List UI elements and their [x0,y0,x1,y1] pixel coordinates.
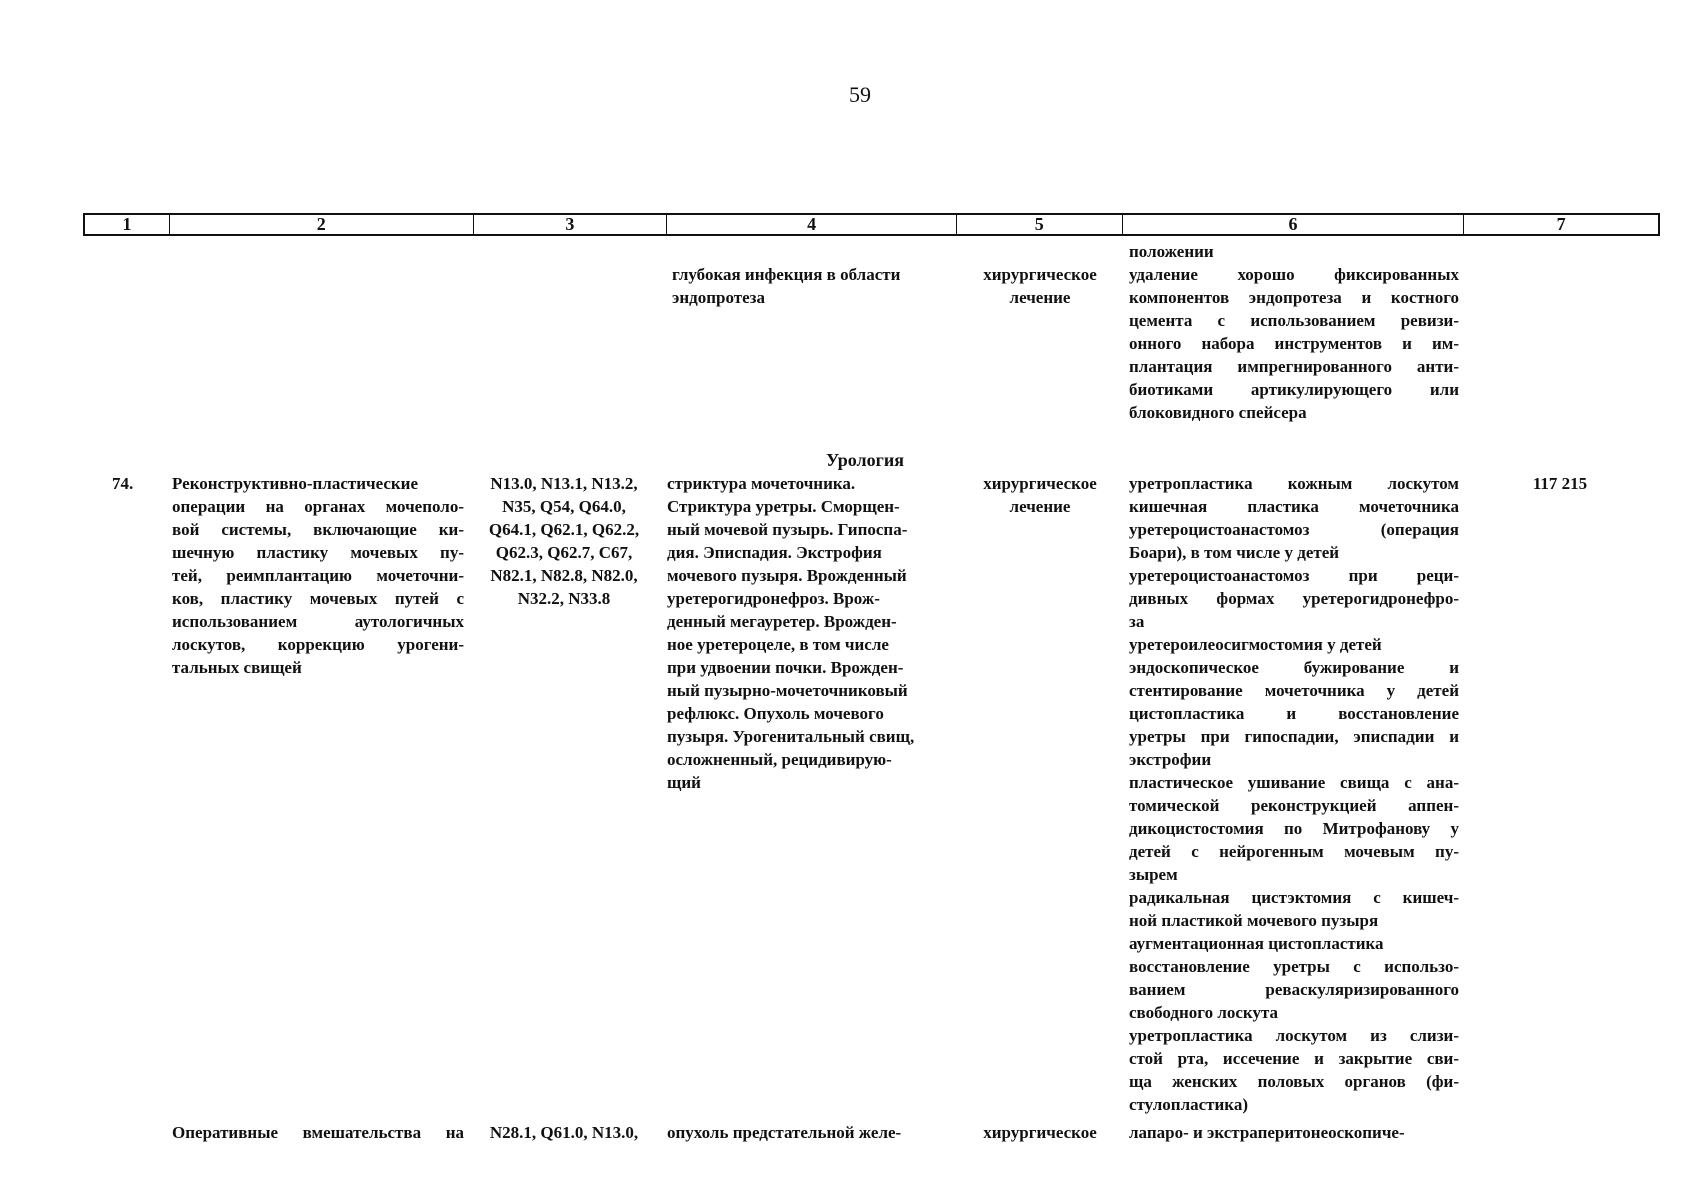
col6-line: экстрофии [1129,750,1212,769]
col4-line: стриктура мочеточника. [667,474,856,493]
header-col-6: 6 [1123,215,1465,234]
col4-line: рефлюкс. Опухоль мочевого [667,704,884,723]
col6-line: стой рта, иссечение и закрытие сви- [1129,1049,1459,1068]
col2-line: тальных свищей [172,658,302,677]
cont-col6-methods [1129,263,1459,424]
row74-col2-name [172,472,464,679]
col2-line: операции на органах мочеполо- [172,497,464,516]
col6-line: радикальная цистэктомия с кишеч- [1129,888,1459,907]
header-col-4: 4 [667,215,957,234]
col6-line: ща женских половых органов (фи- [1129,1072,1459,1091]
page-number: 59 [849,82,871,107]
col4-line: щий [667,773,701,792]
cont-col4-diagnosis: глубокая инфекция в области эндопротеза [672,265,901,307]
next-row-col6: лапаро- и экстраперитонеоскопиче- [1129,1123,1405,1142]
col6-line: уретропластика кожным лоскутом [1129,474,1459,493]
col4-line: пузыря. Урогенитальный свищ, [667,727,915,746]
col2-line: вой системы, включающие ки- [172,520,464,539]
col6-line: дивных формах уретерогидронефро- [1129,589,1459,608]
cont-col6-line: компонентов эндопротеза и костного [1129,288,1459,307]
table-header-row [83,213,1660,236]
col6-line: уретероилеосигмостомия у детей [1129,635,1382,654]
col6-line: стулопластика) [1129,1095,1249,1114]
header-col-7: 7 [1556,214,1566,234]
col2-line: шечную пластику мочевых пу- [172,543,464,562]
col6-line: уретропластика лоскутом из слизи- [1129,1026,1459,1045]
col3-line: N32.2, N33.8 [517,589,611,608]
col6-line: зырем [1129,865,1178,884]
col6-line: пластическое ушивание свища с ана- [1129,773,1459,792]
section-title: Урология [826,450,904,470]
col6-line: стентирование мочеточника у детей [1129,681,1459,700]
row74-col4-diagnosis [667,472,949,794]
col6-line: томической реконструкцией аппен- [1129,796,1459,815]
header-col-2: 2 [170,215,474,234]
col6-line: Боари), в том числе у детей [1129,543,1340,562]
col4-line: Стриктура уретры. Сморщен- [667,497,900,516]
col6-line: эндоскопическое бужирование и [1129,658,1459,677]
next-col2-line: Оперативные вмешательства на [172,1123,464,1142]
cont-col6-line: онного набора инструментов и им- [1129,334,1459,353]
col6-line: детей с нейрогенным мочевым пу- [1129,842,1459,861]
col3-line: Q62.3, Q62.7, C67, [495,543,633,562]
cont-col6-top: положении [1129,242,1214,261]
col6-line: уретероцистоанастомоз (операция [1129,520,1459,539]
col6-line: ванием реваскуляризированного [1129,980,1459,999]
col6-line: дикоцистостомия по Митрофанову у [1129,819,1459,838]
col6-line: ной пластикой мочевого пузыря [1129,911,1379,930]
col4-line: денный мегауретер. Врожден- [667,612,897,631]
header-col-3: 3 [474,215,668,234]
cont-col6-line: блоковидного спейсера [1129,403,1307,422]
col4-line: ное уретероцеле, в том числе [667,635,889,654]
next-row-col2 [172,1121,464,1144]
row74-col3-codes [472,472,656,610]
col2-line: лоскутов, коррекцию урогени- [172,635,464,654]
col6-line: аугментационная цистопластика [1129,934,1384,953]
col2-line: использованием аутологичных [172,612,464,631]
col4-line: уретерогидронефроз. Врож- [667,589,880,608]
col6-line: уретероцистоанастомоз при реци- [1129,566,1459,585]
cont-col6-line: цемента с использованием ревизи- [1129,311,1459,330]
col3-line: N35, Q54, Q64.0, [502,497,626,516]
col2-line: Реконструктивно-пластические [172,474,419,493]
col4-line: дия. Эписпадия. Экстрофия [667,543,882,562]
next-row-col4: опухоль предстательной желе- [667,1123,902,1142]
col4-line: мочевого пузыря. Врожденный [667,566,907,585]
header-col-5: 5 [957,215,1123,234]
col3-line: N82.1, N82.8, N82.0, [490,566,638,585]
next-row-col5: хирургическое [983,1123,1097,1142]
cont-col6-line: удаление хорошо фиксированных [1129,265,1459,284]
col4-line: ный пузырно-мочеточниковый [667,681,908,700]
col6-line: кишечная пластика мочеточника [1129,497,1459,516]
col2-line: ков, пластику мочевых путей с [172,589,464,608]
row74-col7-cost: 117 215 [1532,474,1588,493]
col3-line: Q64.1, Q62.1, Q62.2, [488,520,640,539]
col4-line: ный мочевой пузырь. Гипоспа- [667,520,908,539]
cont-col6-line: плантация импрегнированного анти- [1129,357,1459,376]
header-col-1: 1 [85,215,170,234]
col4-line: осложненный, рецидивирую- [667,750,892,769]
col2-line: тей, реимплантацию мочеточни- [172,566,464,585]
row74-col6-methods [1129,472,1459,1116]
cont-col5-treatment: хирургическое лечение [983,265,1097,307]
row-number: 74. [112,474,134,493]
col6-line: за [1129,612,1145,631]
col6-line: цистопластика и восстановление [1129,704,1459,723]
col6-line: восстановление уретры с использо- [1129,957,1459,976]
cont-col6-line: биотиками артикулирующего или [1129,380,1459,399]
row74-col5-treatment: хирургическое лечение [983,474,1097,516]
col3-line: N13.0, N13.1, N13.2, [490,474,638,493]
next-row-col3: N28.1, Q61.0, N13.0, [489,1123,639,1142]
col4-line: при удвоении почки. Врожден- [667,658,904,677]
col6-line: уретры при гипоспадии, эписпадии и [1129,727,1459,746]
col6-line: свободного лоскута [1129,1003,1279,1022]
